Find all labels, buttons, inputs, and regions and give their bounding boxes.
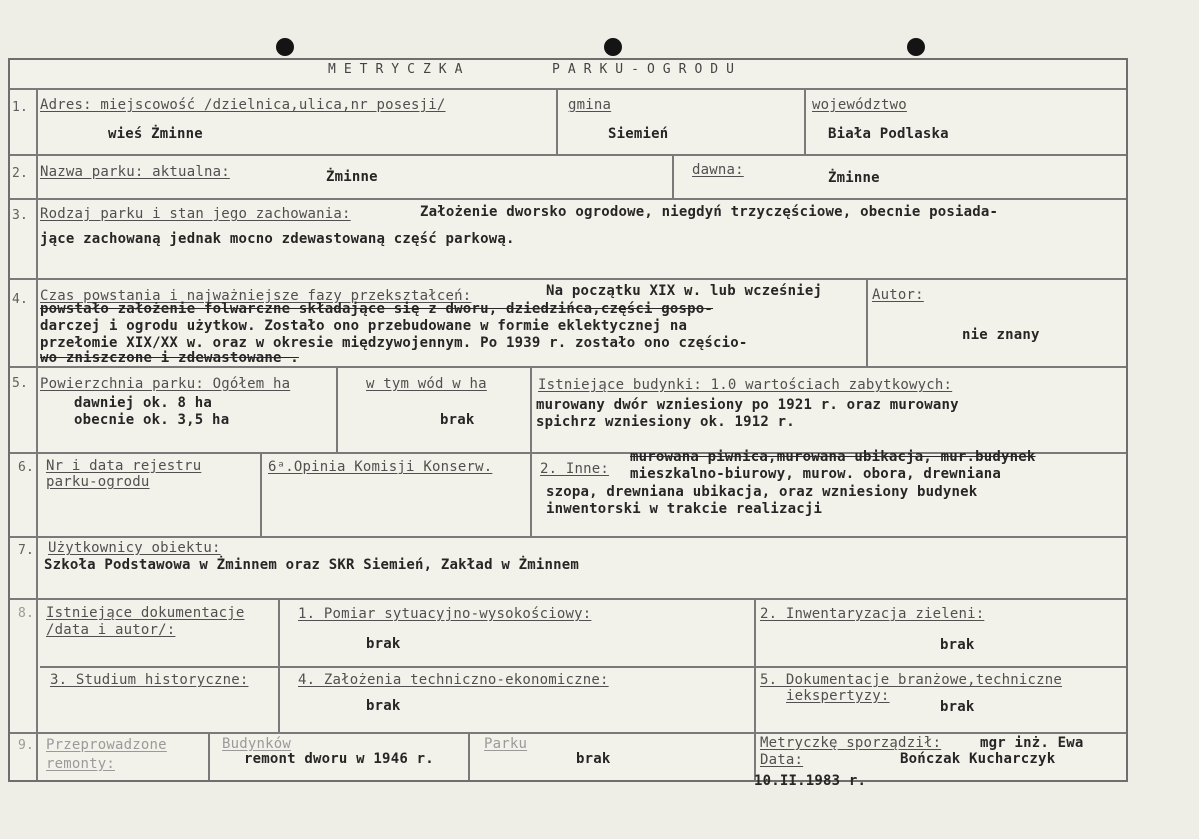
history-phases-label: Czas powstania i najważniejsze fazy przekształceń:	[40, 288, 472, 304]
area-former: dawniej ok. 8 ha	[74, 395, 213, 411]
rule	[208, 732, 210, 780]
users-value: Szkoła Podstawowa w Żminnem oraz SKR Siemień, Zakład w Żminnem	[44, 557, 579, 573]
survey-label: 1. Pomiar sytuacyjno-wysokościowy:	[298, 606, 592, 622]
number-column-rule	[36, 88, 38, 780]
former-name-label: dawna:	[692, 162, 744, 178]
buildings-renovation-value: remont dworu w 1946 r.	[244, 751, 434, 767]
park-type-label: Rodzaj parku i stan jego zachowania:	[40, 206, 351, 222]
tech-eco-value: brak	[366, 698, 401, 714]
author-value: nie znany	[962, 327, 1040, 343]
rule	[804, 88, 806, 154]
rule	[556, 88, 558, 154]
history-text-top: Na początku XIX w. lub wcześniej	[546, 283, 823, 299]
section-number: 8.	[18, 606, 35, 621]
punch-hole-center	[604, 38, 622, 56]
historical-study-label: 3. Studium historyczne:	[50, 672, 249, 688]
rule	[754, 598, 756, 732]
branch-docs-label-2: iekspertyzy:	[786, 688, 890, 704]
history-text-line4: wo zniszczone i zdewastowane .	[40, 350, 299, 366]
branch-docs-value: brak	[940, 699, 975, 715]
voivodeship-value: Biała Podlaska	[828, 126, 949, 142]
documentation-label-2: /data i autor/:	[46, 622, 176, 638]
other-buildings-line3: szopa, drewniana ubikacja, oraz wzniesiony budynek	[546, 484, 978, 500]
rule	[10, 154, 1126, 156]
other-buildings-line4: inwentorski w trakcie realizacji	[546, 501, 823, 517]
rule	[468, 732, 470, 780]
gmina-value: Siemień	[608, 126, 669, 142]
address-label: Adres: miejscowość /dzielnica,ulica,nr posesji/	[40, 97, 446, 113]
rule	[10, 278, 1126, 280]
rule	[530, 366, 532, 452]
branch-docs-label: 5. Dokumentacje branżowe,techniczne	[760, 672, 1063, 688]
section-number: 3.	[12, 208, 29, 223]
history-text-line2: darczej i ogrodu użytkow. Zostało ono przebudowane w formie eklektycznej na	[40, 318, 688, 334]
park-type-line1: Założenie dworsko ogrodowe, niegdyń trzyczęściowe, obecnie posiada-	[420, 204, 999, 220]
section-number: 6.	[18, 460, 35, 475]
punch-hole-left	[276, 38, 294, 56]
punch-hole-right	[907, 38, 925, 56]
water-area-label: w tym wód w ha	[366, 376, 487, 392]
park-renovation-label: Parku	[484, 736, 528, 752]
section-number: 7.	[18, 543, 35, 558]
gmina-label: gmina	[568, 97, 612, 113]
register-label-2: parku-ogrodu	[46, 474, 150, 490]
park-name-label: Nazwa parku: aktualna:	[40, 164, 230, 180]
greenery-inventory-label: 2. Inwentaryzacja zieleni:	[760, 606, 985, 622]
rule	[260, 452, 262, 536]
card-title-right: PARKU-OGRODU	[552, 62, 742, 77]
former-name-value: Żminne	[828, 170, 880, 186]
renovations-label-2: remonty:	[46, 756, 116, 772]
survey-value: brak	[366, 636, 401, 652]
rule	[10, 598, 1126, 600]
voivodeship-label: województwo	[812, 97, 907, 113]
rule	[10, 536, 1126, 538]
park-name-value: Żminne	[326, 169, 378, 185]
date-label: Data:	[760, 752, 804, 768]
buildings-renovation-label: Budynków	[222, 736, 292, 752]
author-label: Autor:	[872, 287, 924, 303]
card-title-left: METRYCZKA	[328, 62, 471, 77]
rule	[866, 278, 868, 366]
users-label: Użytkownicy obiektu:	[48, 540, 221, 556]
rule	[10, 198, 1126, 200]
history-text-line3: przełomie XIX/XX w. oraz w okresie międzywojennym. Po 1939 r. zostało ono częścio-	[40, 335, 748, 351]
section-number: 5.	[12, 376, 29, 391]
rule	[10, 366, 1126, 368]
water-area-value: brak	[440, 412, 475, 428]
rule	[278, 598, 280, 732]
rule	[672, 154, 674, 198]
prepared-by-value: mgr inż. Ewa	[980, 735, 1084, 751]
greenery-inventory-value: brak	[940, 637, 975, 653]
date-value: 10.II.1983 r.	[754, 773, 867, 789]
conservation-opinion-label: 6ᵃ.Opinia Komisji Konserw.	[268, 459, 493, 475]
renovations-label: Przeprowadzone	[46, 737, 167, 753]
section-number: 4.	[12, 292, 29, 307]
register-label: Nr i data rejestru	[46, 458, 202, 474]
rule	[40, 666, 1126, 668]
existing-buildings-line2: spichrz wzniesiony ok. 1912 r.	[536, 414, 795, 430]
rule	[10, 732, 1126, 734]
other-buildings-line2: mieszkalno-biurowy, murow. obora, drewniana	[630, 466, 1002, 482]
rule	[336, 366, 338, 452]
existing-buildings-label: Istniejące budynki: 1.0 wartościach zabytkowych:	[538, 377, 953, 393]
tech-eco-label: 4. Założenia techniczno-ekonomiczne:	[298, 672, 609, 688]
section-number: 1.	[12, 100, 29, 115]
documentation-label: Istniejące dokumentacje	[46, 605, 245, 621]
other-buildings-line1: murowana piwnica,murowana ubikacja, mur.budynek	[630, 449, 1036, 465]
park-type-line2: jące zachowaną jednak mocno zdewastowaną część parkową.	[40, 231, 515, 247]
rule	[10, 88, 1126, 90]
prepared-by-value-2: Bończak Kucharczyk	[900, 751, 1056, 767]
address-value: wieś Żminne	[108, 126, 203, 142]
rule	[530, 452, 532, 536]
area-label: Powierzchnia parku: Ogółem ha	[40, 376, 291, 392]
existing-buildings-line1: murowany dwór wzniesiony po 1921 r. oraz murowany	[536, 397, 959, 413]
park-renovation-value: brak	[576, 751, 611, 767]
section-number: 9.	[18, 738, 35, 753]
other-buildings-label: 2. Inne:	[540, 461, 610, 477]
prepared-by-label: Metryczkę sporządził:	[760, 735, 942, 751]
area-current: obecnie ok. 3,5 ha	[74, 412, 230, 428]
section-number: 2.	[12, 166, 29, 181]
history-text-line1: powstało założenie folwarczne składające się z dworu, dziedzińca,części gospo-	[40, 301, 714, 317]
